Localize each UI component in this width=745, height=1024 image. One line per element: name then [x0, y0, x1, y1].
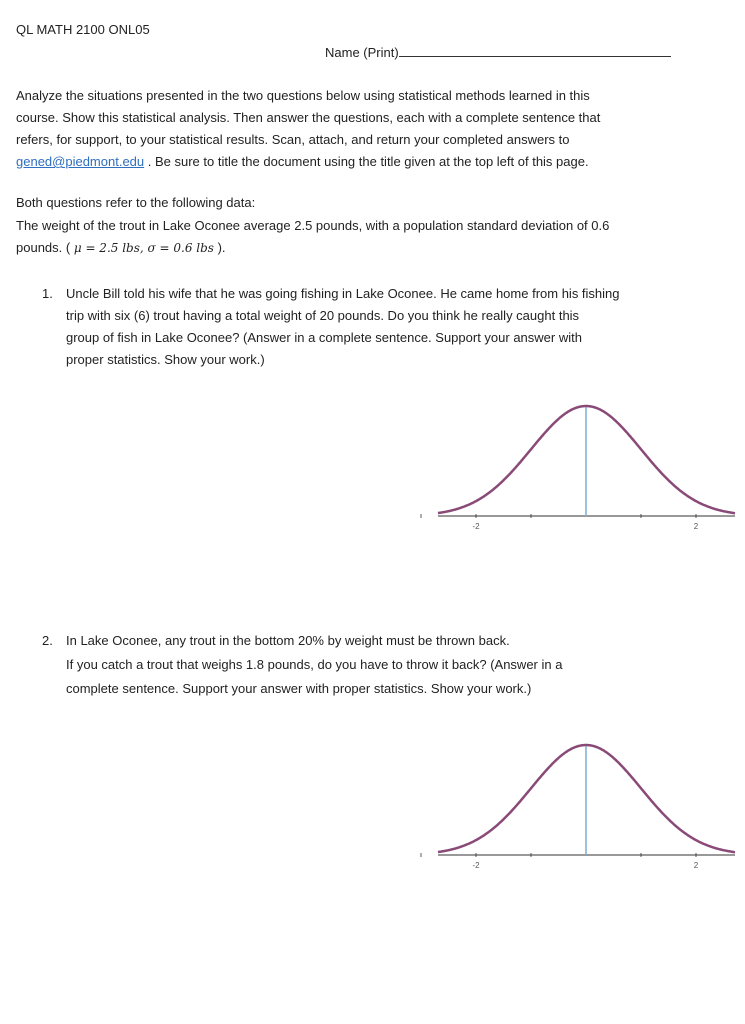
- question-number: 2.: [42, 633, 53, 648]
- data-line-2-suffix: ).: [217, 240, 226, 255]
- tick-label: -2: [472, 861, 480, 870]
- question-line: If you catch a trout that weighs 1.8 pounds, do you have to throw it back? (Answer in a: [66, 657, 563, 672]
- question-number: 1.: [42, 286, 53, 301]
- tick-label: -2: [472, 522, 480, 531]
- name-label: Name (Print): [325, 45, 399, 60]
- question-line: group of fish in Lake Oconee? (Answer in a complete sentence. Support your answer with: [66, 330, 582, 345]
- instructions-line-3: refers, for support, to your statistical results. Scan, attach, and return your completed answers to: [16, 132, 570, 147]
- question-line: trip with six (6) trout having a total weight of 20 pounds. Do you think he really caught this: [66, 308, 580, 323]
- tick-label: 2: [693, 522, 699, 531]
- question-line: In Lake Oconee, any trout in the bottom 20% by weight must be thrown back.: [66, 633, 510, 648]
- data-line-1: The weight of the trout in Lake Oconee average 2.5 pounds, with a population standard deviation of 0.6: [16, 218, 610, 233]
- question-line: proper statistics. Show your work.): [66, 352, 265, 367]
- tick-label: 2: [693, 861, 699, 870]
- course-title: QL MATH 2100 ONL05: [16, 22, 150, 37]
- instructions-line-1: Analyze the situations presented in the two questions below using statistical methods learned in this: [16, 88, 590, 103]
- question-line: Uncle Bill told his wife that he was going fishing in Lake Oconee. He came home from his fishing: [66, 286, 620, 301]
- email-link[interactable]: gened@piedmont.edu: [16, 154, 145, 169]
- question-line: complete sentence. Support your answer with proper statistics. Show your work.): [66, 681, 532, 696]
- data-intro: Both questions refer to the following data:: [16, 195, 256, 210]
- data-line-2-prefix: pounds. (: [16, 240, 71, 255]
- parameter-formula: μ = 2.5 lbs, σ = 0.6 lbs: [73, 241, 214, 255]
- instructions-line-2: course. Show this statistical analysis. Then answer the questions, each with a complete sentence that: [16, 110, 601, 125]
- instructions-line-4-rest: . Be sure to title the document using the title given at the top left of this page.: [144, 154, 589, 169]
